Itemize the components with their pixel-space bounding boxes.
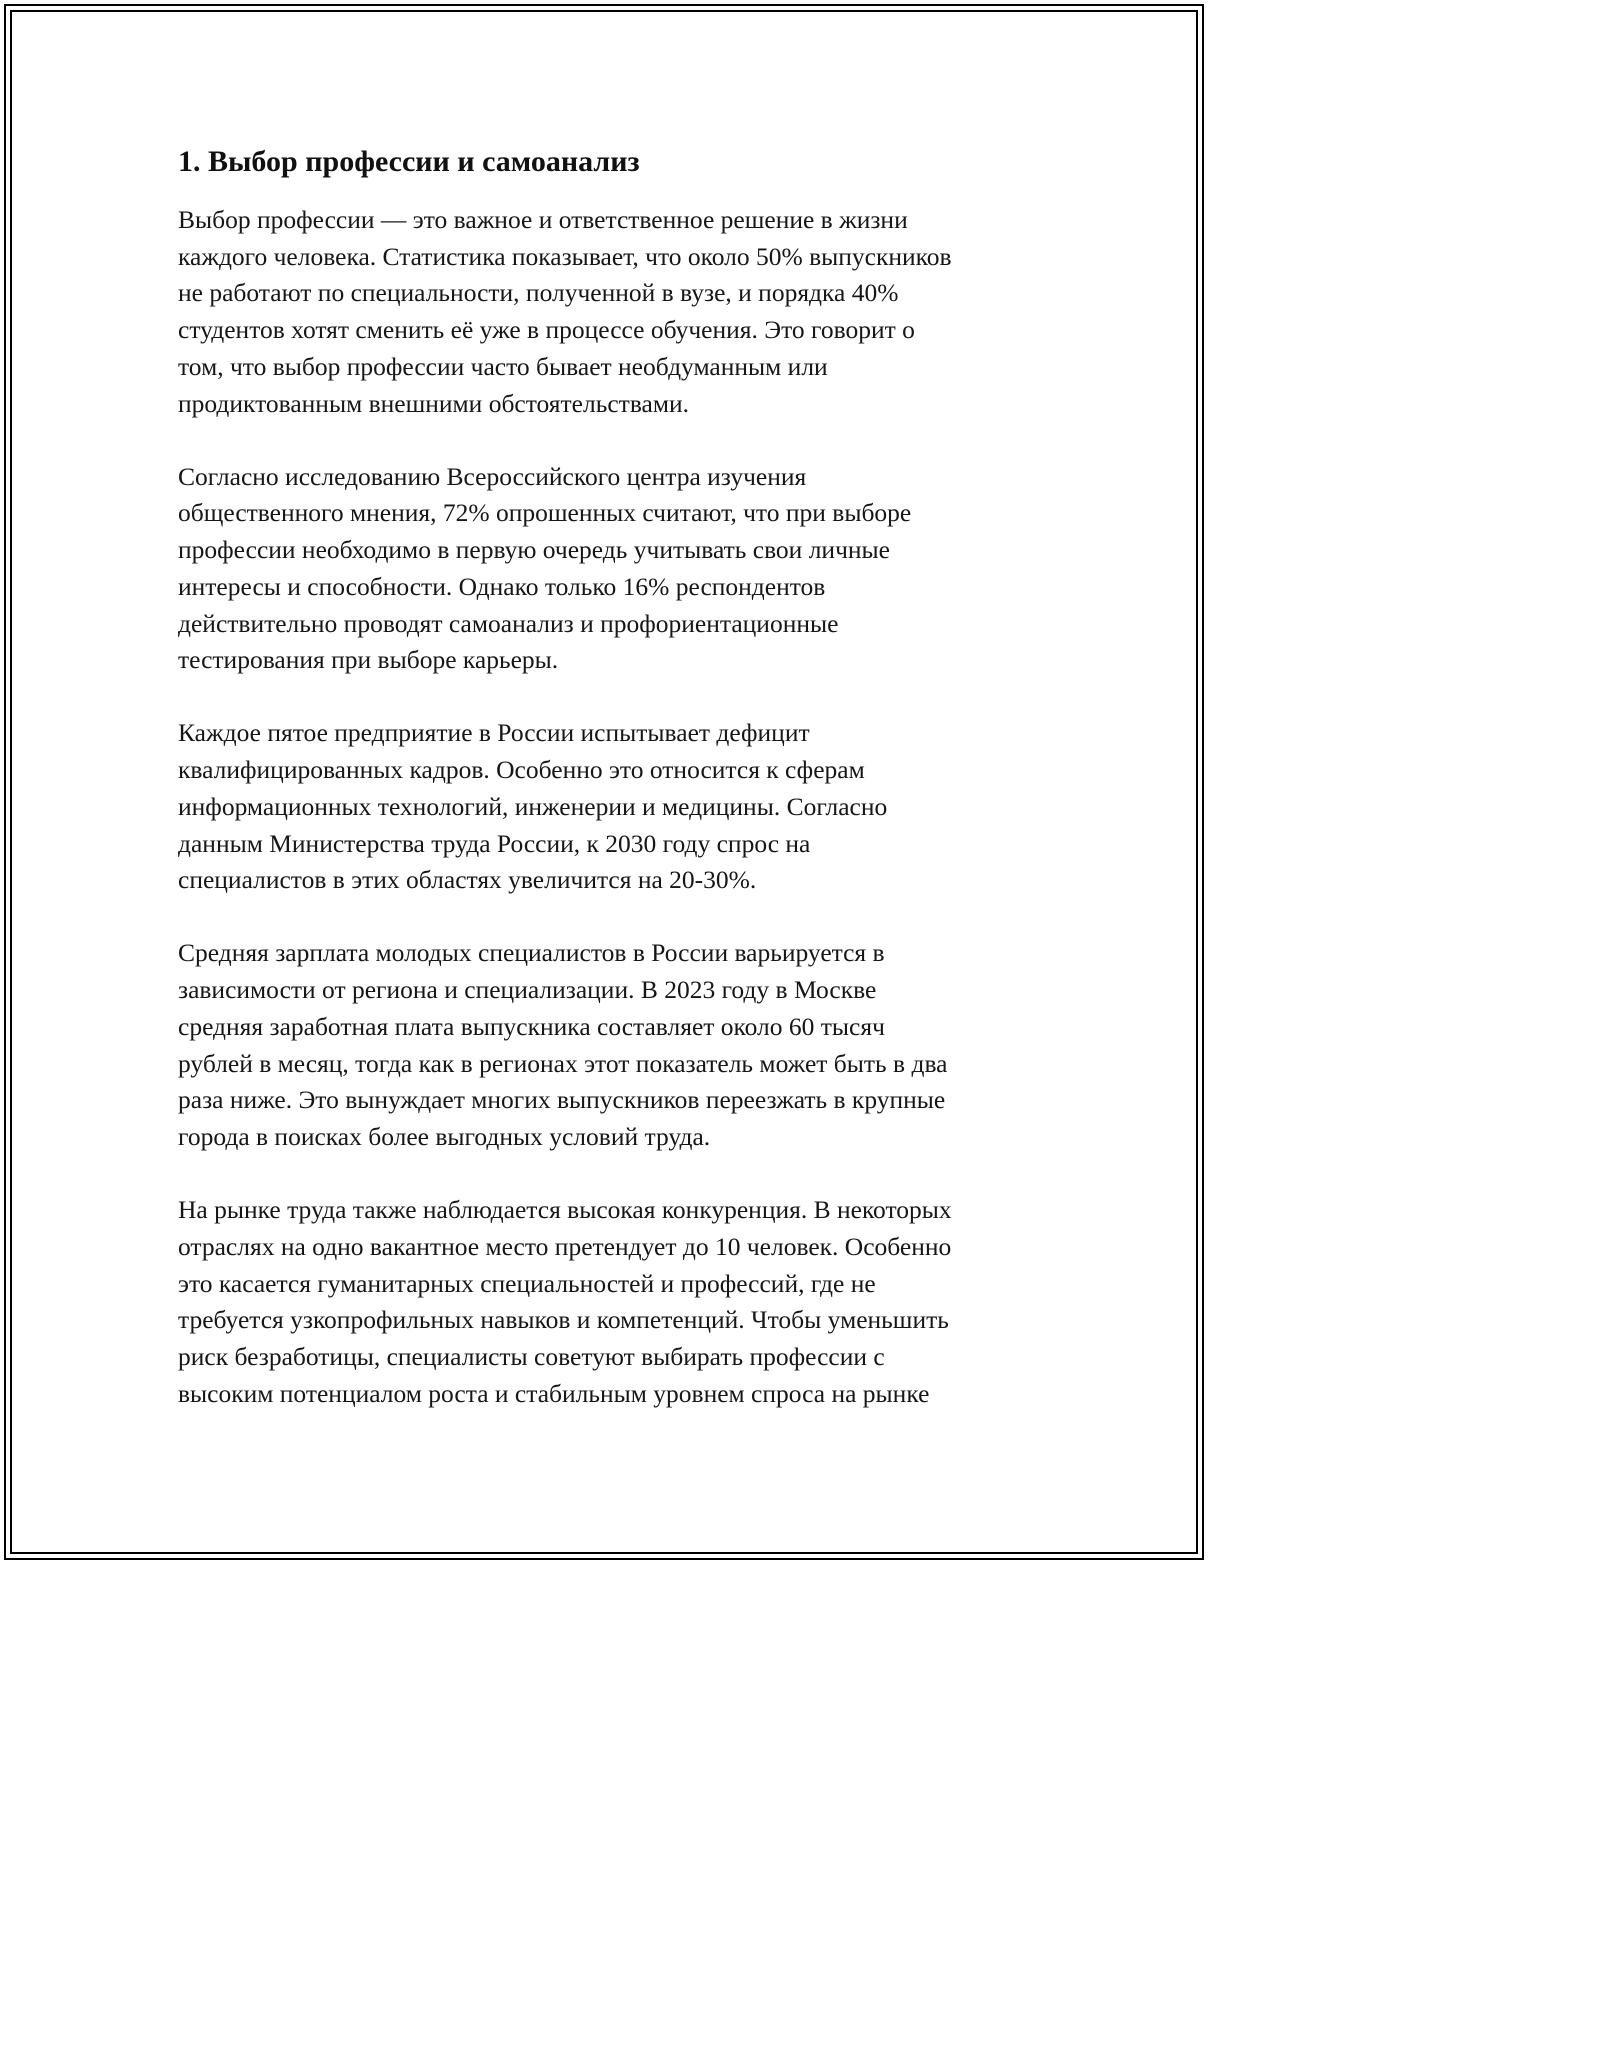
section-title: 1. Выбор профессии и самоанализ bbox=[178, 145, 640, 178]
paragraph-vciom-survey: Согласно исследованию Всероссийского центра изучения общественного мнения, 72% опрошенных считают, что при выборе профессии необходимо в первую очередь учитывать свои личные интересы и способности. Однако только 16% респондентов действительно проводят самоанализ и профориентационные тестирования при выборе карьеры. bbox=[178, 461, 912, 675]
document-page bbox=[178, 140, 1048, 1412]
paragraph-career-choice: Выбор профессии — это важное и ответственное решение в жизни каждого человека. Статистика показывает, что около 50% выпускников не работают по специальности, полученной в вузе, и порядка 40% студентов хотят сменить её уже в процессе обучения. Это говорит о том, что выбор профессии часто бывает необдуманным или продиктованным внешними обстоятельствами. bbox=[178, 205, 952, 418]
paragraph-salary: Средняя зарплата молодых специалистов в России варьируется в зависимости от региона и специализации. В 2023 году в Москве средняя заработная плата выпускника составляет около 60 тысяч рублей в месяц, тогда как в регионах этот показатель может быть в два раза ниже. Это вынуждает многих выпускников переезжать в крупные города в поисках более выгодных условий труда. bbox=[178, 938, 948, 1151]
paragraph-staff-shortage: Каждое пятое предприятие в России испытывает дефицит квалифицированных кадров. Особенно это относится к сферам информационных технологий, инженерии и медицины. Согласно данным Министерства труда России, к 2030 году спрос на специалистов в этих областях увеличится на 20-30%. bbox=[178, 718, 888, 895]
paragraph-competition: На рынке труда также наблюдается высокая конкуренция. В некоторых отраслях на одно вакантное место претендует до 10 человек. Особенно это касается гуманитарных специальностей и профессий, где не требуется узкопрофильных навыков и компетенций. Чтобы уменьшить риск безработицы, специалисты советуют выбирать профессии с высоким потенциалом роста и стабильным уровнем спроса на рынке bbox=[178, 1195, 952, 1408]
